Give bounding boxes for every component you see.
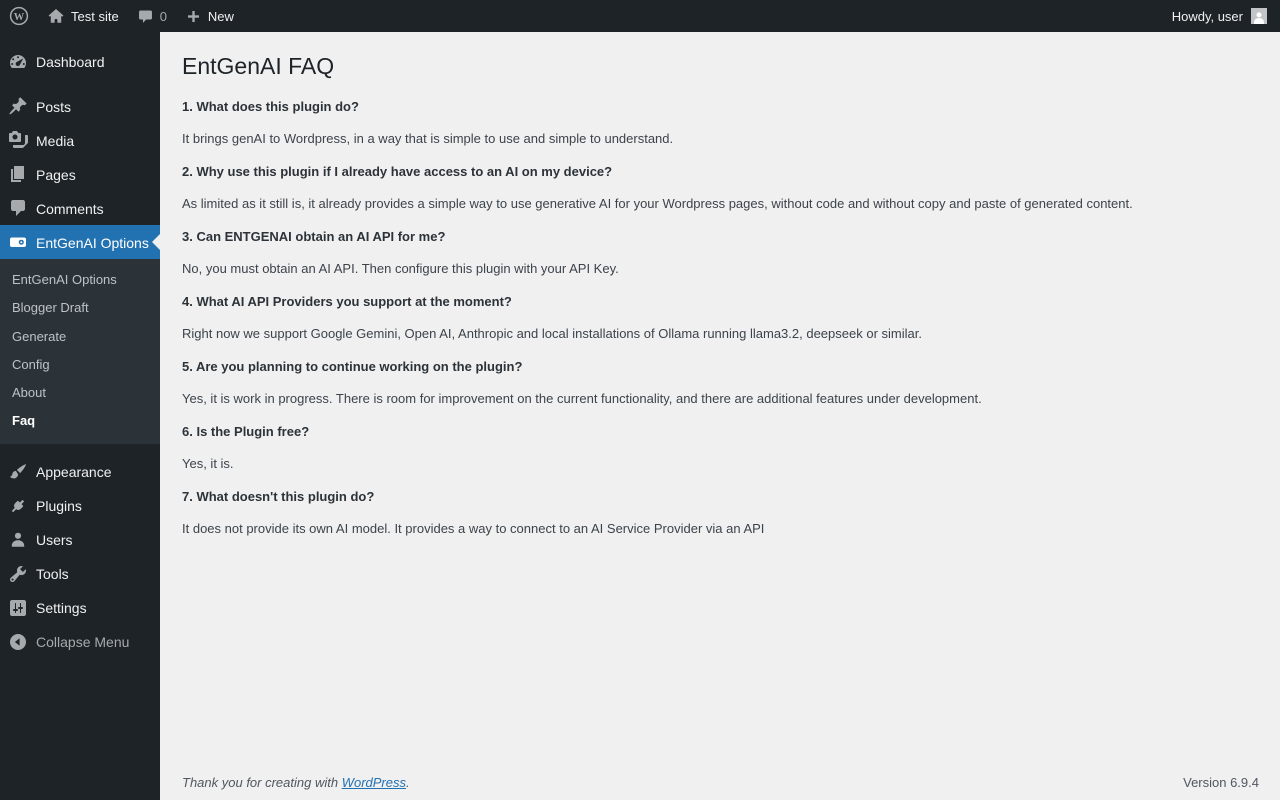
- wordpress-logo-menu[interactable]: [0, 0, 38, 32]
- admin-bar: [0, 0, 1280, 32]
- page-title: EntGenAI FAQ: [182, 53, 335, 79]
- avatar: [1251, 8, 1267, 24]
- faq-answer: It brings genAI to Wordpress, in a way that is simple to use and simple to understand.: [182, 131, 674, 147]
- sidebar-item-label: Settings: [36, 600, 87, 617]
- sliders-icon: [0, 598, 36, 618]
- faq-question: 5. Are you planning to continue working on the plugin?: [182, 358, 523, 374]
- submenu-item-faq[interactable]: Faq: [12, 413, 36, 429]
- submenu-item-config[interactable]: Config: [12, 356, 50, 372]
- comments-link[interactable]: [128, 0, 176, 32]
- site-name-link[interactable]: [38, 0, 128, 32]
- new-label: New: [207, 8, 234, 24]
- faq-answer: Yes, it is work in progress. There is room for improvement on the current functionality, and there are additional features under development.: [182, 391, 982, 407]
- plus-icon: [185, 8, 202, 25]
- faq-question: 6. Is the Plugin free?: [182, 423, 310, 439]
- admin-footer: [182, 775, 1259, 790]
- footer-thanks: [182, 775, 410, 790]
- svg-text:W: W: [13, 11, 25, 23]
- sidebar-item-label: EntGenAI Options: [36, 234, 149, 251]
- sidebar-item-label: Plugins: [36, 498, 82, 515]
- sidebar-item-comments[interactable]: [0, 191, 160, 225]
- plug-icon: [0, 496, 36, 516]
- sidebar-item-label: Appearance: [36, 464, 112, 481]
- menu-separator: [0, 78, 160, 89]
- wrench-icon: [0, 564, 36, 584]
- sidebar-item-plugins[interactable]: [0, 489, 160, 523]
- sidebar-item-media[interactable]: [0, 123, 160, 157]
- pages-icon: [0, 164, 36, 184]
- footer-thanks-suffix: .: [406, 775, 410, 790]
- sidebar-item-label: Comments: [36, 200, 104, 217]
- sidebar-item-dashboard[interactable]: [0, 44, 160, 78]
- brush-icon: [0, 462, 36, 482]
- collapse-arrow-icon: [0, 632, 36, 652]
- user-icon: [0, 530, 36, 550]
- faq-question: 4. What AI API Providers you support at the moment?: [182, 293, 512, 309]
- sidebar-item-label: Media: [36, 132, 75, 149]
- faq-answer: It does not provide its own AI model. It provides a way to connect to an AI Service Provider via an API: [182, 521, 765, 537]
- sidebar-item-settings[interactable]: [0, 591, 160, 625]
- faq-question: 7. What doesn't this plugin do?: [182, 488, 375, 504]
- sidebar-item-label: Pages: [36, 166, 76, 183]
- sidebar-item-pages[interactable]: [0, 157, 160, 191]
- faq-answer: Right now we support Google Gemini, Open AI, Anthropic and local installations of Ollama running llama3.2, deepseek or similar.: [182, 326, 922, 342]
- sidebar-item-label: Tools: [36, 566, 69, 583]
- faq-question: 3. Can ENTGENAI obtain an AI API for me?: [182, 228, 446, 244]
- site-name-label: Test site: [71, 8, 119, 24]
- faq-answer: As limited as it still is, it already provides a simple way to use generative AI for your Wordpress pages, without code and without copy and paste of generated content.: [182, 196, 1133, 212]
- sidebar-item-label: Collapse Menu: [36, 634, 130, 651]
- faq-list: [182, 97, 1260, 539]
- camera-icon: [0, 130, 36, 150]
- menu-separator: [0, 444, 160, 455]
- collapse-menu-button[interactable]: [0, 625, 160, 659]
- sidebar-item-entgenai-options[interactable]: [0, 225, 160, 259]
- comment-bubble-icon: [137, 8, 154, 25]
- main-content: [160, 32, 1280, 800]
- howdy-label: Howdy, user: [1171, 8, 1243, 24]
- entgenai-submenu: [0, 259, 160, 444]
- home-icon: [47, 7, 65, 25]
- my-account-link[interactable]: [1163, 0, 1276, 32]
- comment-count: 0: [159, 8, 167, 24]
- footer-thanks-prefix: Thank you for creating with: [182, 775, 342, 790]
- faq-answer: No, you must obtain an AI API. Then configure this plugin with your API Key.: [182, 261, 619, 277]
- pushpin-icon: [0, 96, 36, 116]
- new-content-link[interactable]: [176, 0, 243, 32]
- submenu-item-about[interactable]: About: [12, 385, 46, 401]
- sidebar-item-label: Users: [36, 532, 73, 549]
- sidebar-item-appearance[interactable]: [0, 455, 160, 489]
- sidebar-item-label: Posts: [36, 98, 72, 115]
- submenu-item-entgenai-options[interactable]: EntGenAI Options: [12, 272, 117, 287]
- submenu-item-generate[interactable]: Generate: [12, 328, 67, 344]
- wordpress-link[interactable]: WordPress: [341, 775, 406, 790]
- faq-answer: Yes, it is.: [182, 456, 234, 472]
- submenu-item-blogger-draft[interactable]: Blogger Draft: [12, 300, 89, 316]
- faq-question: 1. What does this plugin do?: [182, 98, 359, 114]
- footer-version: Version 6.9.4: [1183, 775, 1259, 790]
- sidebar-item-label: Dashboard: [36, 53, 105, 70]
- plugin-card-icon: [0, 232, 36, 252]
- wordpress-logo-icon: [9, 6, 29, 26]
- dashboard-icon: [0, 51, 36, 71]
- comment-icon: [0, 198, 36, 218]
- faq-question: 2. Why use this plugin if I already have access to an AI on my device?: [182, 163, 613, 179]
- sidebar-item-tools[interactable]: [0, 557, 160, 591]
- sidebar-item-posts[interactable]: [0, 89, 160, 123]
- admin-sidebar: [0, 32, 160, 800]
- sidebar-item-users[interactable]: [0, 523, 160, 557]
